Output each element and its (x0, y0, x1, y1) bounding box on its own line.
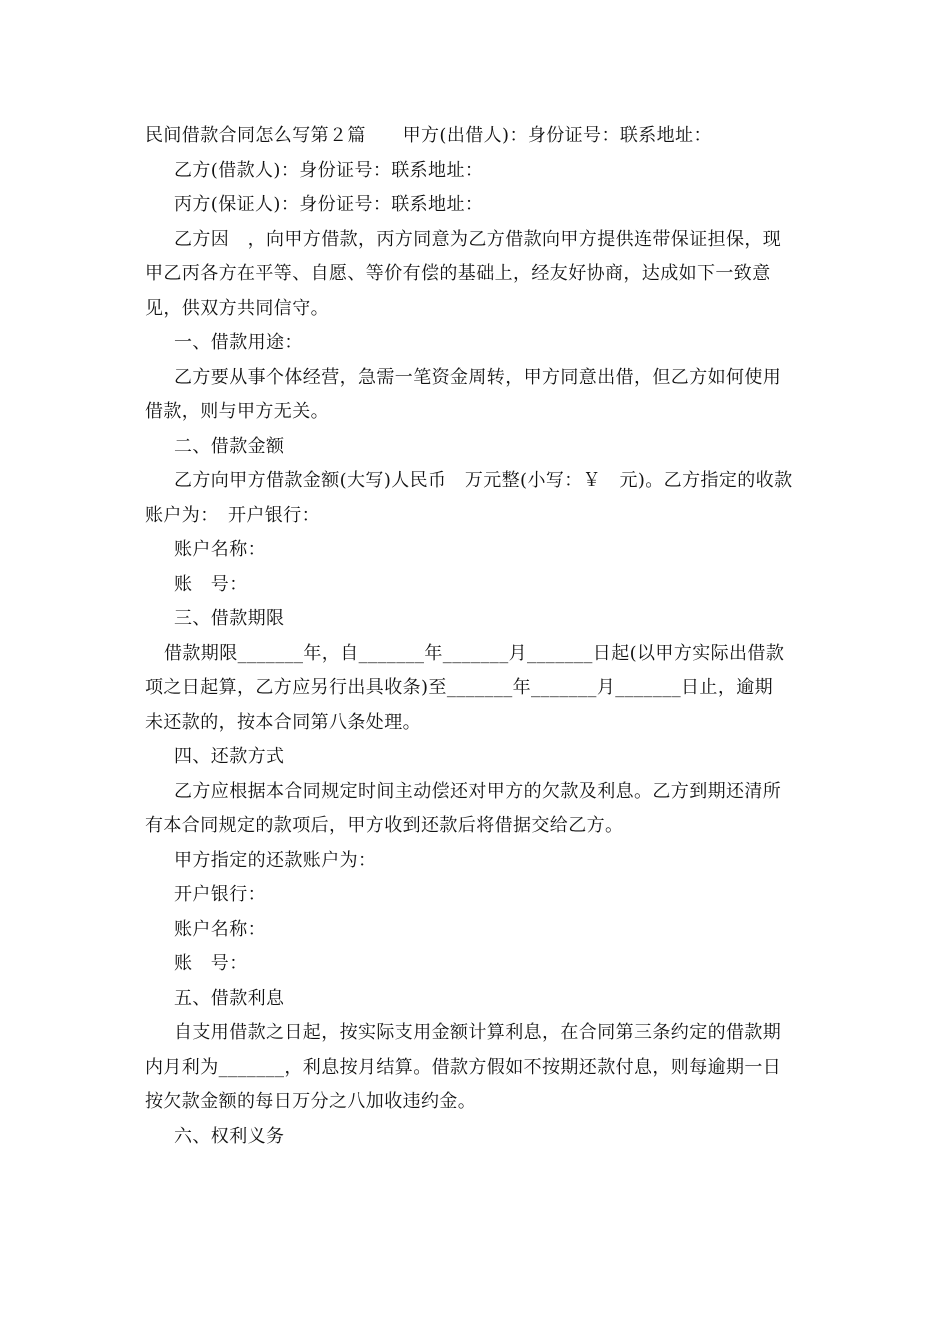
section-heading: 一、借款用途： (174, 332, 303, 353)
doc-line: 开户银行： (174, 884, 266, 905)
doc-line: 未还款的，按本合同第八条处理。 (145, 711, 421, 733)
doc-line: 民间借款合同怎么写第２篇 甲方(出借人)：身份证号：联系地址： (145, 125, 712, 146)
doc-line: 乙方应根据本合同规定时间主动偿还对甲方的欠款及利息。乙方到期还清所 (174, 780, 782, 802)
doc-line: 账 号： (174, 953, 248, 974)
doc-line: 项之日起算，乙方应另行出具收条)至_______年_______月_______日止，逾期 (145, 677, 774, 698)
doc-line: 借款期限_______年，自_______年_______月_______日起(以甲方实际出借款 (164, 642, 785, 664)
doc-line: 乙方向甲方借款金额(大写)人民币 万元整(小写：￥ 元)。乙方指定的收款 (174, 470, 793, 491)
doc-line: 借款，则与甲方无关。 (145, 401, 329, 422)
section-heading: 二、借款金额 (174, 435, 285, 457)
doc-line: 账户名称： (174, 539, 266, 560)
section-heading: 五、借款利息 (174, 987, 285, 1009)
doc-line: 内月利为_______，利息按月结算。借款方假如不按期还款付息，则每逾期一日 (145, 1056, 782, 1078)
section-heading: 三、借款期限 (174, 608, 285, 629)
doc-line: 有本合同规定的款项后，甲方收到还款后将借据交给乙方。 (145, 815, 624, 836)
document-page (145, 119, 810, 1154)
doc-line: 丙方(保证人)：身份证号：联系地址： (174, 194, 484, 215)
doc-line: 账户为： 开户银行： (145, 504, 320, 526)
doc-line: 按欠款金额的每日万分之八加收违约金。 (145, 1091, 477, 1112)
doc-line: 甲乙丙各方在平等、自愿、等价有偿的基础上，经友好协商，达成如下一致意 (145, 263, 771, 284)
section-heading: 六、权利义务 (174, 1125, 285, 1147)
section-heading: 四、还款方式 (174, 746, 285, 767)
doc-line: 见，供双方共同信守。 (145, 297, 329, 319)
doc-line: 甲方指定的还款账户为： (174, 849, 377, 871)
doc-line: 乙方因 ，向甲方借款，丙方同意为乙方借款向甲方提供连带保证担保，现 (174, 228, 782, 250)
doc-line: 账 号： (174, 573, 248, 595)
doc-line: 自支用借款之日起，按实际支用金额计算利息，在合同第三条约定的借款期 (174, 1022, 782, 1043)
doc-line: 账户名称： (174, 918, 266, 940)
doc-line: 乙方要从事个体经营，急需一笔资金周转，甲方同意出借，但乙方如何使用 (174, 366, 782, 388)
doc-line: 乙方(借款人)：身份证号：联系地址： (174, 159, 484, 181)
